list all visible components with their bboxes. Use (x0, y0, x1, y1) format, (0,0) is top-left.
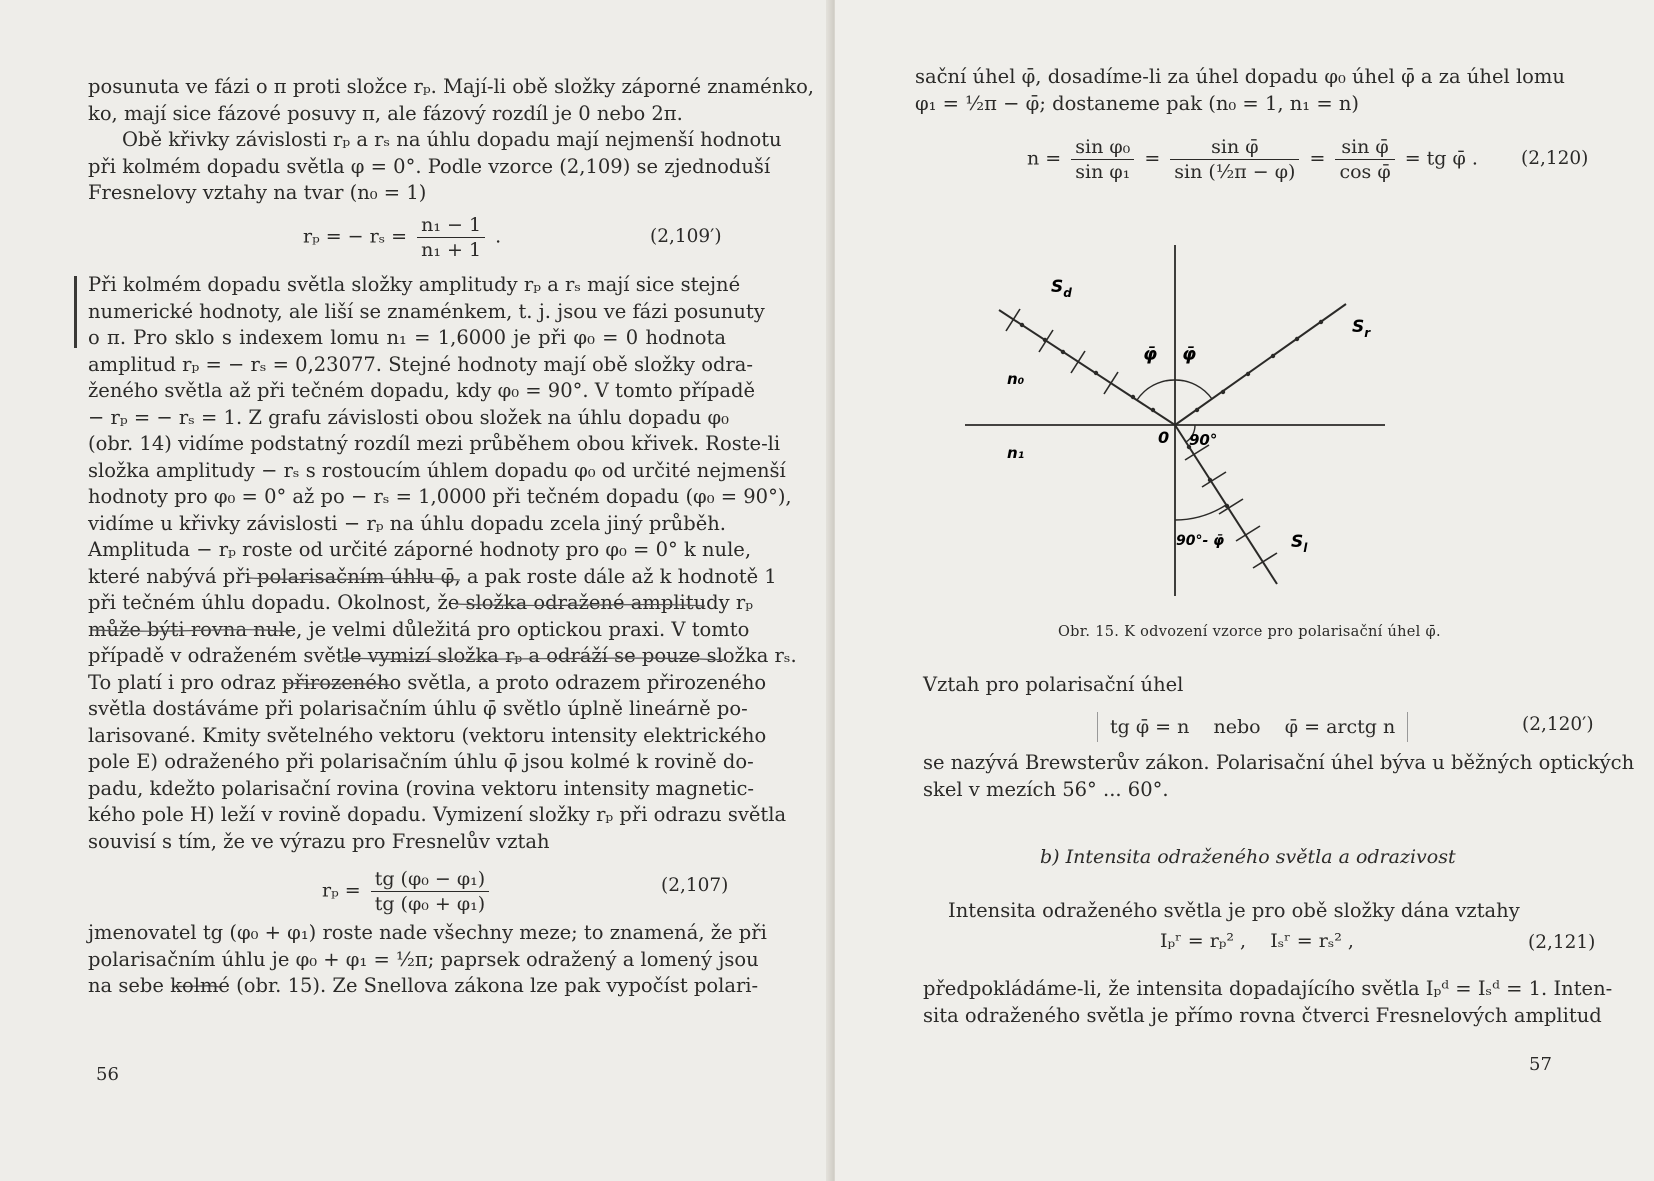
fraction-numerator: n₁ − 1 (417, 214, 485, 238)
text-line: může býti rovna nule, je velmi důležitá pro optickou praxi. V tomto (88, 617, 750, 641)
text-line: složka amplitudy − rₛ s rostoucím úhlem dopadu φ₀ od určité nejmenší (88, 458, 786, 482)
text-line: numerické hodnoty, ale liší se znaménkem, t. j. jsou ve fázi posunuty (88, 299, 765, 323)
left-para-4 (88, 920, 767, 1000)
text-line: Obě křivky závislosti rₚ a rₛ na úhlu dopadu mají nejmenší hodnotu (122, 128, 782, 151)
label-n0: n₀ (1007, 370, 1025, 388)
equation-number: (2,120′) (1522, 714, 1594, 735)
label-90-minus: 90°- φ̄ (1176, 533, 1225, 549)
text-line: souvisí s tím, že ve výrazu pro Fresnelův vztah (88, 829, 550, 853)
page-number: 57 (1529, 1054, 1552, 1075)
eq-lhs: n = (1027, 147, 1062, 170)
text-line: Fresnelovy vztahy na tvar (n₀ = 1) (88, 181, 427, 204)
fraction-numerator: sin φ̄ (1170, 136, 1299, 160)
text-line: hodnoty pro φ₀ = 0° až po − rₛ = 1,0000 při tečném dopadu (φ₀ = 90°), (88, 485, 792, 508)
label-n1: n₁ (1007, 444, 1025, 462)
text-line: kého pole H) leží v rovině dopadu. Vymizení složky rₚ při odrazu světla (88, 803, 787, 826)
equation-number: (2,107) (661, 875, 729, 896)
text-line: padu, kdežto polarisační rovina (rovina vektoru intensity magnetic- (88, 776, 754, 800)
right-page (835, 0, 1654, 1181)
text-line: Amplituda − rₚ roste od určité záporné hodnoty pro φ₀ = 0° k nule, (88, 538, 752, 561)
eq-sign: = (1309, 147, 1326, 170)
text-line: − rₚ = − rₛ = 1. Z grafu závislosti obou složek na úhlu dopadu φ₀ (88, 405, 729, 429)
equation-number: (2,109′) (650, 226, 722, 247)
figure-caption: Obr. 15. K odvození vzorce pro polarisační úhel φ̄. (1058, 624, 1441, 640)
text-line: larisované. Kmity světelného vektoru (vektoru intensity elektrického (88, 723, 767, 747)
eq-lhs: rₚ = − rₛ = (303, 225, 408, 248)
label-sd: $S_d$ (1051, 277, 1072, 300)
fraction-denominator: sin φ₁ (1075, 161, 1131, 183)
label-phi-right: φ̄ (1182, 344, 1197, 365)
fraction (1335, 136, 1394, 183)
text-line: polarisačním úhlu je φ₀ + φ₁ = ½π; paprsek odražený a lomený jsou (88, 947, 759, 971)
right-para-1 (915, 64, 1565, 117)
angle-arc-90-minus (1175, 505, 1226, 520)
right-para-intensity: Intensita odraženého světla je pro obě složky dána vztahy (948, 899, 1520, 922)
fraction-denominator: sin (½π − φ) (1174, 161, 1296, 183)
eq-tail: = tg φ̄ . (1404, 147, 1478, 170)
fraction-numerator: sin φ̄ (1335, 136, 1394, 160)
fraction (371, 868, 490, 915)
label-origin: 0 (1158, 428, 1170, 447)
section-heading: b) Intensita odraženého světla a odrazivost (1040, 846, 1456, 868)
text-line: případě v odraženém světle vymizí složka rₚ a odráží se pouze složka rₛ. (88, 644, 797, 667)
text-line: sační úhel φ̄, dosadíme-li za úhel dopadu φ₀ úhel φ̄ a za úhel lomu (915, 65, 1565, 88)
equation-number: (2,120) (1521, 148, 1589, 169)
text-line: Při kolmém dopadu světla složky amplitudy rₚ a rₛ mají sice stejné (88, 273, 741, 296)
figure-15-diagram (965, 240, 1445, 600)
eq-lhs: rₚ = (322, 879, 361, 902)
text-line: vidíme u křivky závislosti − rₚ na úhlu dopadu zcela jiný průběh. (88, 511, 726, 535)
text-line: ko, mají sice fázové posuvy π, ale fázový rozdíl je 0 nebo 2π. (88, 101, 683, 125)
vztah-intro: Vztah pro polarisační úhel (923, 673, 1184, 696)
label-phi-left: φ̄ (1143, 344, 1158, 365)
text-line: při kolmém dopadu světla φ = 0°. Podle vzorce (2,109) se zjednoduší (88, 154, 771, 178)
fraction-numerator: sin φ₀ (1071, 136, 1134, 160)
label-sr: $S_r$ (1352, 317, 1371, 340)
text-line: (obr. 14) vidíme podstatný rozdíl mezi průběhem obou křivek. Roste-li (88, 432, 781, 455)
fraction-numerator: tg (φ₀ − φ₁) (371, 868, 490, 892)
equation-2120 (1027, 136, 1478, 183)
fraction-denominator: cos φ̄ (1339, 161, 1391, 183)
text-line: ženého světla až při tečném dopadu, kdy φ₀ = 90°. V tomto případě (88, 379, 756, 402)
equation-2107 (322, 868, 493, 915)
brewster-formula: tg φ̄ = n nebo φ̄ = arctg n (1097, 712, 1408, 742)
text-line: při tečném úhlu dopadu. Okolnost, že složka odražené amplitudy rₚ (88, 591, 753, 614)
text-line: světla dostáváme při polarisačním úhlu φ̄ světlo úplně lineárně po- (88, 697, 748, 720)
text-line: skel v mezích 56° ... 60°. (923, 777, 1169, 801)
text-line: posunuta ve fázi o π proti složce rₚ. Mají-li obě složky záporné znaménko, (88, 75, 815, 98)
text-line: To platí i pro odraz přirozeného světla, a proto odrazem přirozeného (88, 670, 767, 694)
text-line: předpokládáme-li, že intensita dopadajícího světla Iₚᵈ = Iₛᵈ = 1. Inten- (923, 977, 1613, 1000)
eq-tail: . (495, 225, 502, 248)
equation-2121: Iₚʳ = rₚ² , Iₛʳ = rₛ² , (1160, 930, 1354, 952)
right-para-brewster (923, 750, 1635, 803)
text-line: o π. Pro sklo s indexem lomu n₁ = 1,6000 je při φ₀ = 0 hodnota (88, 326, 726, 349)
text-line: pole E) odraženého při polarisačním úhlu φ̄ jsou kolmé k rovině do- (88, 750, 754, 773)
equation-number: (2,121) (1528, 932, 1596, 953)
fraction (1170, 136, 1299, 183)
fraction-denominator: tg (φ₀ + φ₁) (374, 893, 486, 915)
eq-sign: = (1144, 147, 1161, 170)
text-line: amplitud rₚ = − rₛ = 0,23077. Stejné hodnoty mají obě složky odra- (88, 352, 754, 376)
text-line: sita odraženého světla je přímo rovna čtverci Fresnelových amplitud (923, 1003, 1602, 1027)
angle-arc-reflected (1175, 380, 1212, 399)
label-90: 90° (1189, 431, 1218, 449)
text-line: se nazývá Brewsterův zákon. Polarisační úhel býva u běžných optických (923, 751, 1635, 774)
right-para-last (923, 976, 1613, 1029)
incident-ray (999, 310, 1175, 425)
text-line: na sebe kolmé (obr. 15). Ze Snellova zákona lze pak vypočíst polari- (88, 974, 759, 997)
text-line: jmenovatel tg (φ₀ + φ₁) roste nade všechny meze; to znamená, že při (88, 921, 767, 944)
label-sl: $S_l$ (1291, 532, 1308, 555)
text-line: které nabývá při polarisačním úhlu φ̄, a pak roste dále až k hodnotě 1 (88, 564, 777, 588)
fraction-denominator: n₁ + 1 (421, 239, 482, 261)
angle-arc-incident (1137, 380, 1175, 400)
text-line: φ₁ = ½π − φ̄; dostaneme pak (n₀ = 1, n₁ = n) (915, 91, 1360, 115)
fraction (1071, 136, 1134, 183)
page-number: 56 (96, 1064, 119, 1085)
